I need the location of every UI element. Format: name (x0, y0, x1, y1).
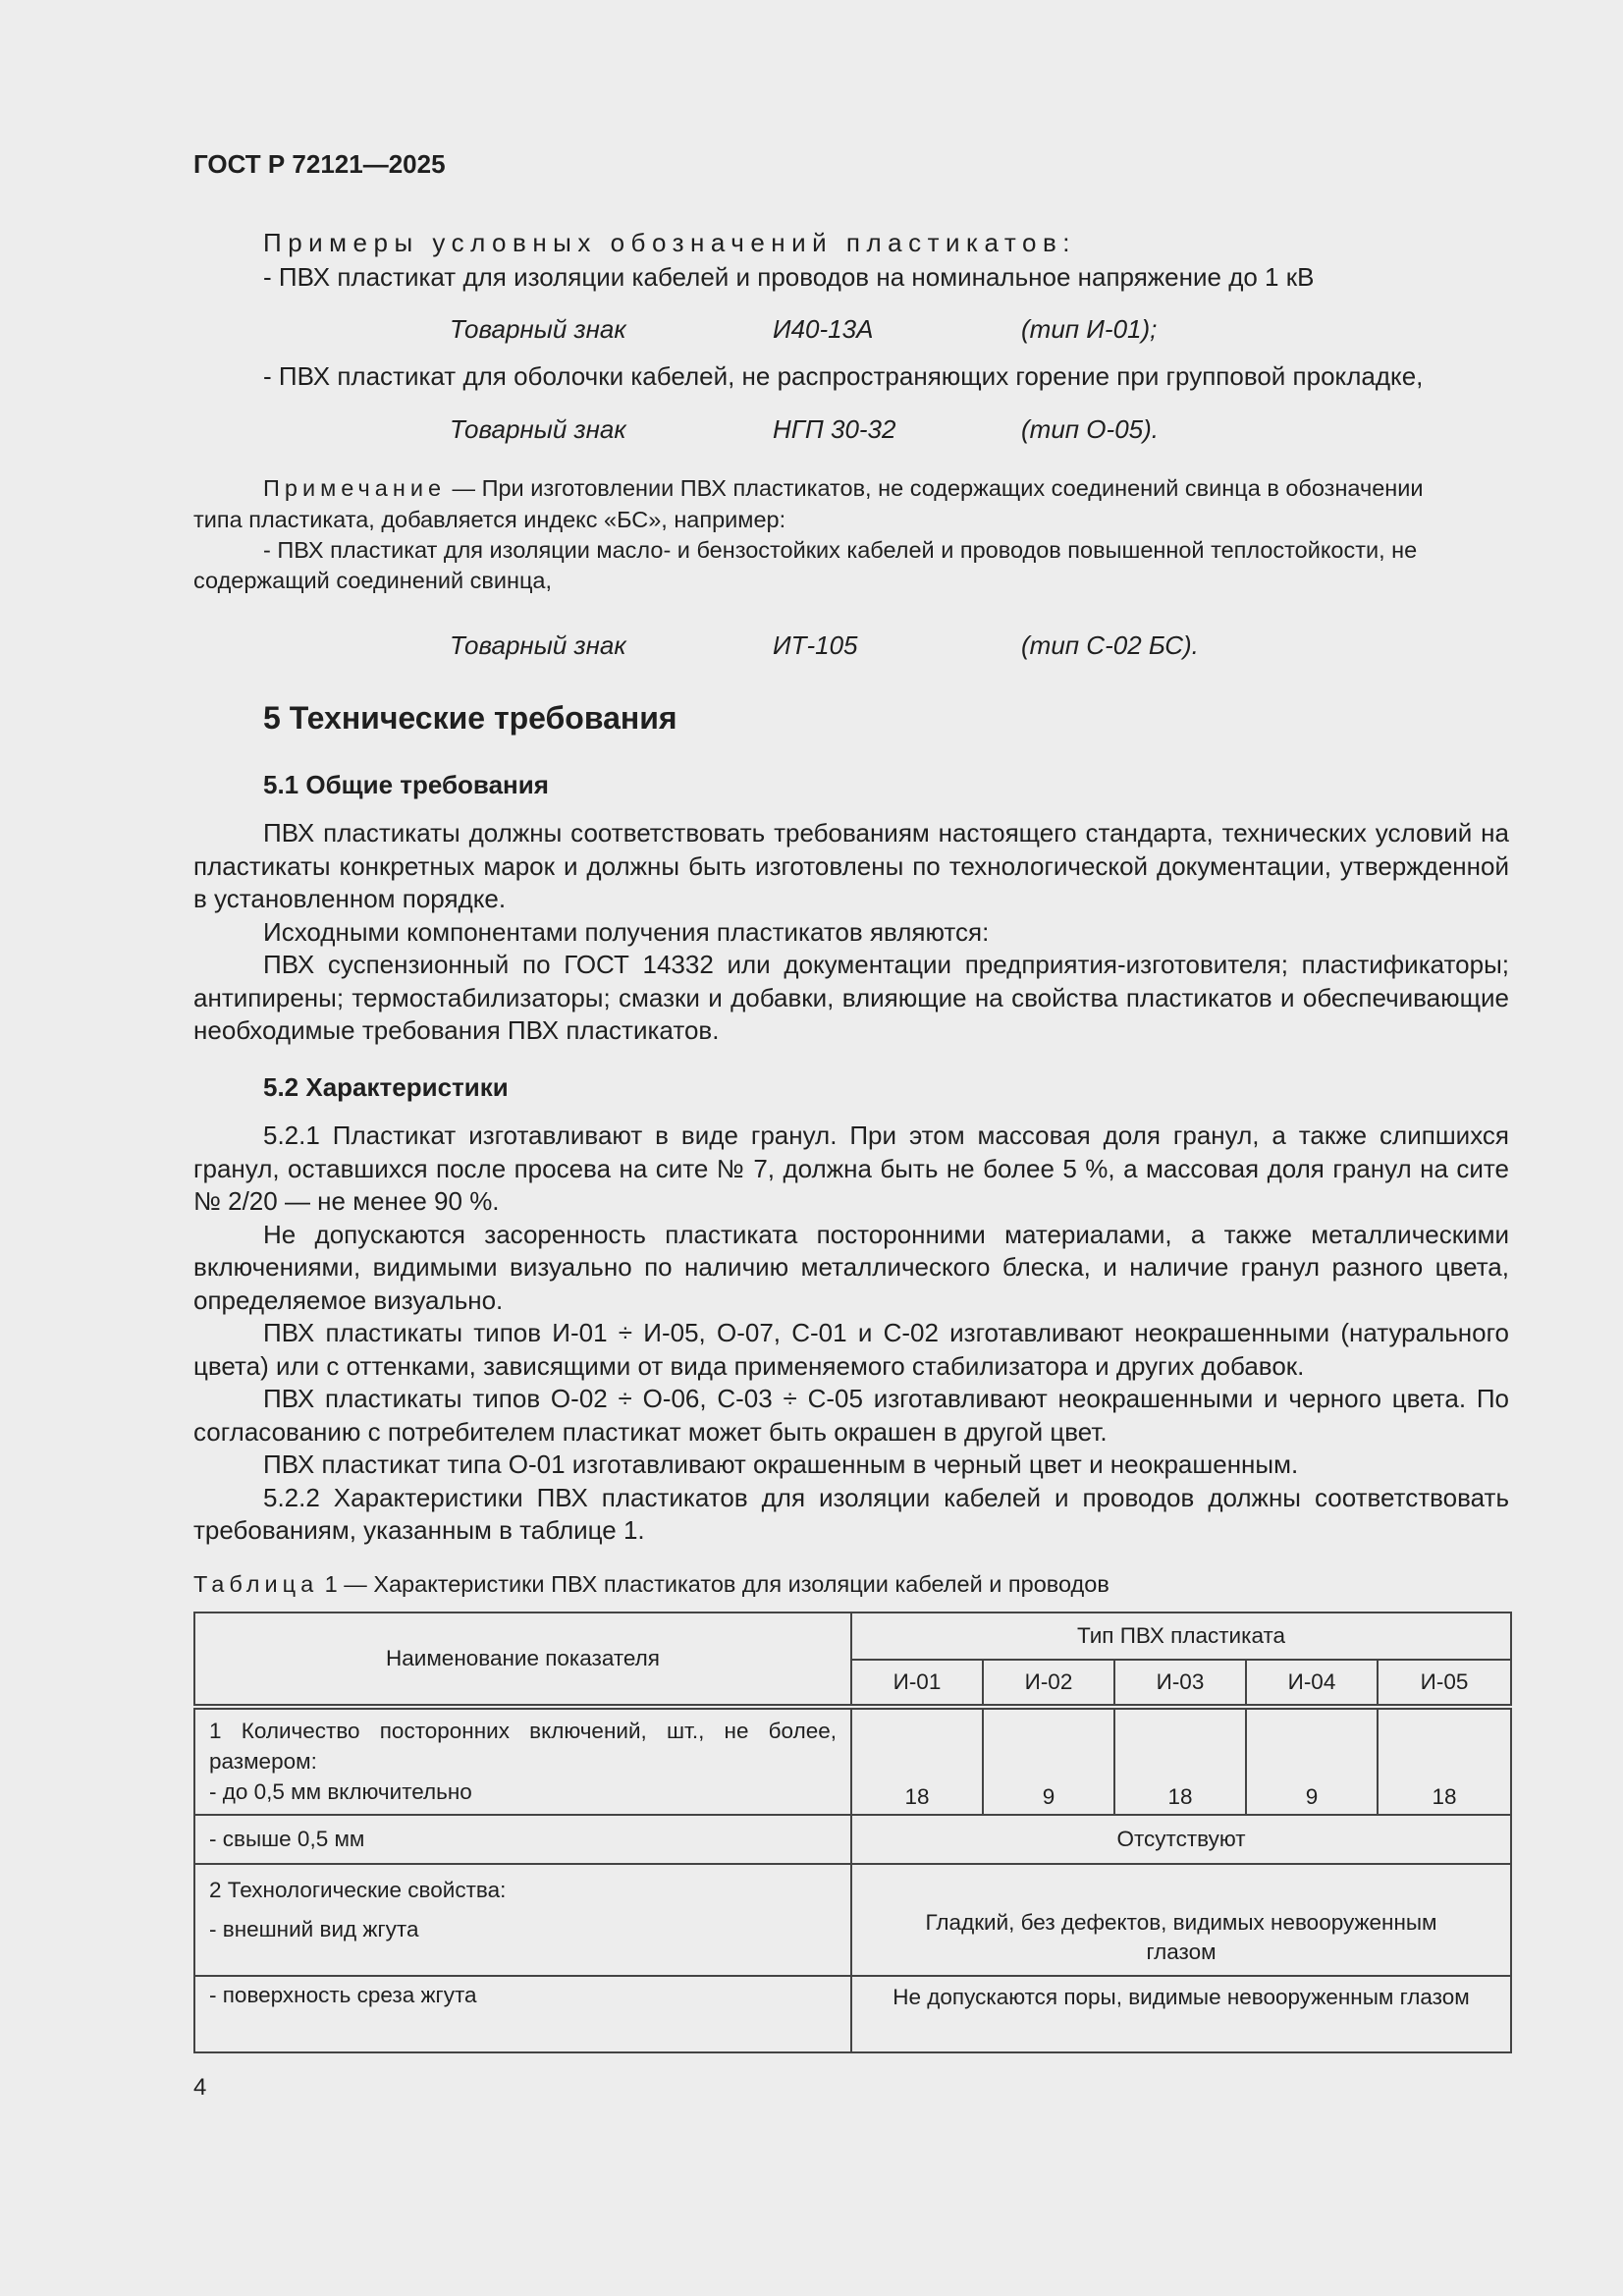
header-type: И-02 (983, 1660, 1114, 1707)
row-1a-value: 9 (1246, 1707, 1378, 1815)
paragraph: ПВХ пластикаты типов О-02 ÷ О-06, С-03 ÷ С-05 изготавливают неокрашенными и черного цвета. По согласованию с потребителем пластикат может быть окрашен в другой цвет. (193, 1384, 1509, 1447)
table-caption-label: Таблица (193, 1571, 319, 1597)
table-1 (193, 1612, 1512, 2053)
row-1a-label: - до 0,5 мм включительно (209, 1779, 472, 1804)
row-1b-value: Отсутствуют (851, 1815, 1511, 1864)
row-1a-value: 18 (1114, 1707, 1246, 1815)
example-1-mark: Товарный знак (450, 314, 626, 344)
header-type: И-04 (1246, 1660, 1378, 1707)
row-2b-value: Не допускаются поры, видимые невооруженным глазом (851, 1976, 1511, 2052)
paragraph: Исходными компонентами получения пластикатов являются: (263, 916, 990, 947)
table-row (194, 1976, 1511, 2052)
table-caption-text: 1 — Характеристики ПВХ пластикатов для изоляции кабелей и проводов (318, 1571, 1109, 1597)
example-1-type: (тип И-01); (1021, 314, 1158, 344)
note-example-code: ИТ-105 (773, 630, 858, 660)
note-line-4: содержащий соединений свинца, (193, 568, 553, 593)
row-2-label-cell (194, 1864, 851, 1976)
header-type-group: Тип ПВХ пластиката (851, 1613, 1511, 1660)
row-2a-label: - внешний вид жгута (209, 1917, 419, 1941)
paragraph: ПВХ пластикат типа О-01 изготавливают окрашенным в черный цвет и неокрашенным. (263, 1449, 1299, 1479)
table-caption (193, 1571, 1109, 1598)
paragraph: Не допускаются засоренность пластиката посторонними материалами, а также металлическими включениями, видимыми визуально по наличию металлического блеска, и наличие гранул разного цвета, определяемое визуально. (193, 1219, 1509, 1315)
header-type: И-01 (851, 1660, 983, 1707)
note-text-1: — При изготовлении ПВХ пластикатов, не содержащих соединений свинца в обозначении (446, 475, 1424, 501)
row-1a-value: 9 (983, 1707, 1114, 1815)
note-line-2: типа пластиката, добавляется индекс «БС», например: (193, 507, 786, 532)
section-5-title: 5 Технические требования (263, 700, 677, 736)
example-1-code: И40-13А (773, 314, 874, 344)
example-2-code: НГП 30-32 (773, 414, 896, 444)
row-2b-label: - поверхность среза жгута (194, 1976, 851, 2052)
table-header-row (194, 1613, 1511, 1660)
note-example-mark: Товарный знак (450, 630, 626, 660)
document-header: ГОСТ Р 72121—2025 (193, 149, 446, 179)
example-2-mark: Товарный знак (450, 414, 626, 444)
note-line-3: - ПВХ пластикат для изоляции масло- и бензостойких кабелей и проводов повышенной теплостойкости, не (263, 537, 1418, 563)
section-5-1-body (193, 817, 1509, 1048)
section-5-2-body (193, 1120, 1509, 1548)
example-2-type: (тип О-05). (1021, 414, 1159, 444)
paragraph: 5.2.2 Характеристики ПВХ пластикатов для изоляции кабелей и проводов должны соответствовать требованиям, указанным в таблице 1. (193, 1482, 1509, 1545)
paragraph: ПВХ пластикаты типов И-01 ÷ И-05, О-07, С-01 и С-02 изготавливают неокрашенными (натурального цвета) или с оттенками, зависящими от вида применяемого стабилизатора и других добавок. (193, 1318, 1509, 1381)
table-row (194, 1707, 1511, 1815)
section-5-1-title: 5.1 Общие требования (263, 770, 549, 799)
row-1b-label: - свыше 0,5 мм (194, 1815, 851, 1864)
header-type: И-03 (1114, 1660, 1246, 1707)
paragraph: ПВХ суспензионный по ГОСТ 14332 или документации предприятия-изготовителя; пластификаторы; антипирены; термостабилизаторы; смазки и добавки, влияющие на свойства пластикатов и обеспечивающие необходимые требования ПВХ пластикатов. (193, 950, 1509, 1045)
row-1a-value: 18 (1378, 1707, 1511, 1815)
section-5-2-title: 5.2 Характеристики (263, 1072, 509, 1102)
row-2a-value: Гладкий, без дефектов, видимых невооруженным глазом (851, 1864, 1511, 1976)
row-2-title: 2 Технологические свойства: (209, 1878, 507, 1902)
paragraph: 5.2.1 Пластикат изготавливают в виде гранул. При этом массовая доля гранул, а также слипшихся гранул, оставшихся после просева на сите № 7, должна быть не более 5 %, а массовая доля гранул на сите № 2/20 — не менее 90 %. (193, 1121, 1509, 1216)
note-example-type: (тип С-02 БС). (1021, 630, 1199, 660)
examples-title: Примеры условных обозначений пластикатов: (263, 228, 1077, 257)
header-type: И-05 (1378, 1660, 1511, 1707)
example-item-1: - ПВХ пластикат для изоляции кабелей и проводов на номинальное напряжение до 1 кВ (263, 262, 1315, 292)
paragraph: ПВХ пластикаты должны соответствовать требованиям настоящего стандарта, технических условий на пластикаты конкретных марок и должны быть изготовлены по технологической документации, утвержденной в установленном порядке. (193, 818, 1509, 913)
header-indicator-name: Наименование показателя (194, 1613, 851, 1707)
note-label: Примечание (263, 475, 447, 501)
example-item-2: - ПВХ пластикат для оболочки кабелей, не распространяющих горение при групповой прокладке, (263, 361, 1424, 391)
table-row (194, 1864, 1511, 1976)
row-1a-value: 18 (851, 1707, 983, 1815)
page-number: 4 (193, 2074, 207, 2101)
row-1-title: 1 Количество посторонних включений, шт., не более, размером: (209, 1719, 837, 1774)
note-line-1 (263, 473, 1424, 503)
row-1-label-cell (194, 1707, 851, 1815)
table-row (194, 1815, 1511, 1864)
